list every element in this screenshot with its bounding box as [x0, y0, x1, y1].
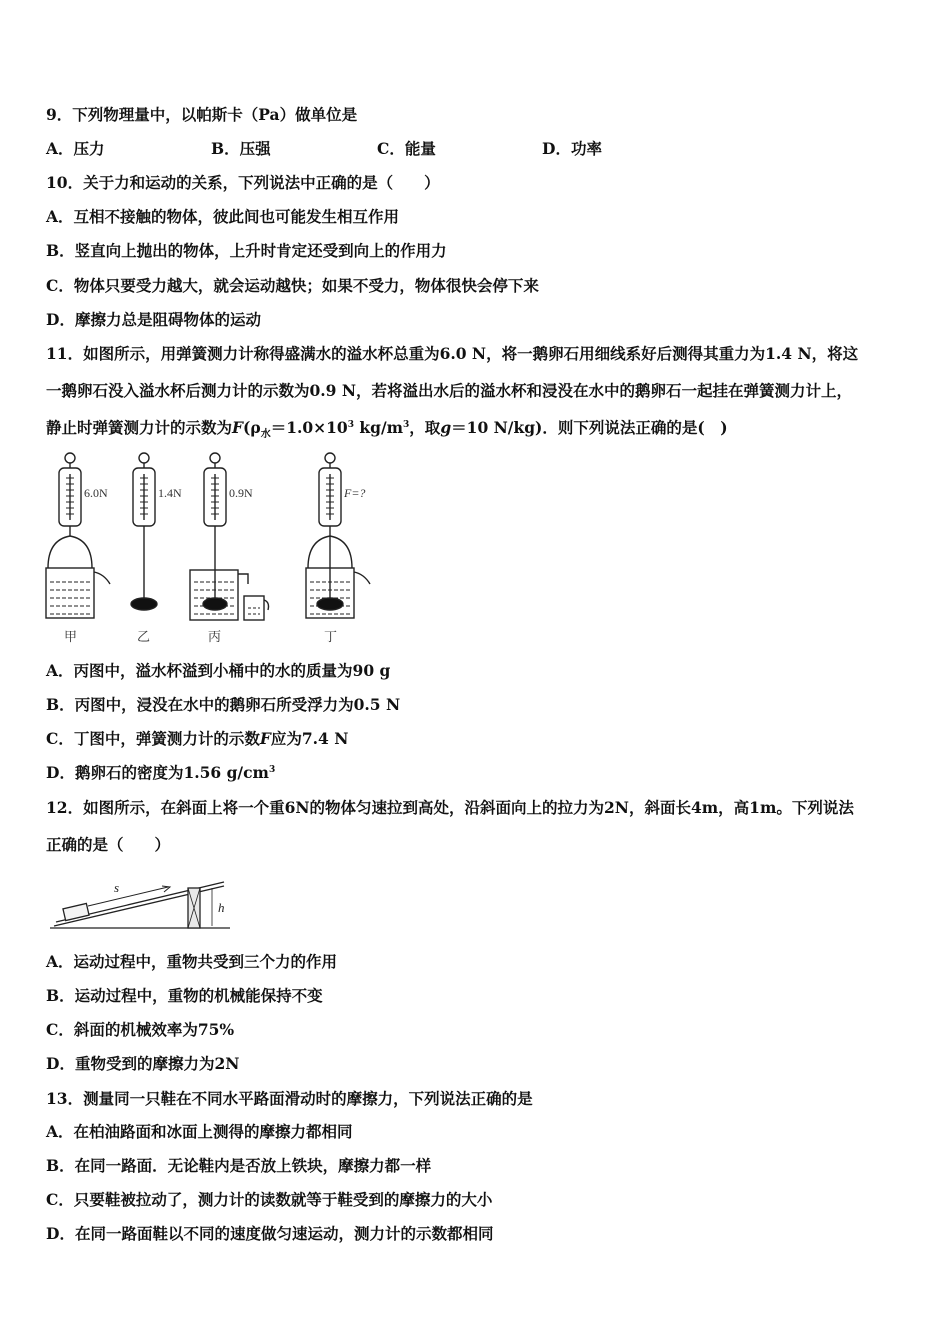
q11-stem-line3 [46, 416, 728, 440]
q10-stem: 10．关于力和运动的关系，下列说法中正确的是（ ） [46, 173, 440, 192]
incline-s-label: s [114, 880, 120, 895]
scale-bing [190, 453, 269, 620]
q11-figure-spring-scales [40, 448, 380, 648]
q11-text-a: 静止时弹簧测力计的示数为 [46, 418, 233, 437]
q10-option-b[interactable]: B．竖直向上抛出的物体，上升时肯定还受到向上的作用力 [46, 241, 447, 260]
q11-g-symbol: g [440, 418, 452, 437]
q11-text-d: kg/m [353, 418, 404, 437]
q11-option-c-text2: 应为7.4 N [270, 729, 349, 748]
q11-option-d-exp: 3 [268, 764, 276, 775]
q11-option-c[interactable] [46, 727, 348, 749]
q9-option-a[interactable]: A．压力 [46, 139, 105, 158]
scale-yi [131, 453, 157, 610]
q11-text-e: ，取 [409, 418, 441, 437]
q11-stem-line1: 11．如图所示，用弹簧测力计称得盛满水的溢水杯总重为6.0 N，将一鹅卵石用细线系好后测得其重力为1.4 N，将这 [46, 344, 859, 363]
q11-exp-2: 3 [403, 419, 410, 430]
scale-jia [46, 453, 110, 618]
q12-option-c[interactable]: C．斜面的机械效率为75% [46, 1020, 235, 1039]
q12-option-d[interactable]: D．重物受到的摩擦力为2N [46, 1054, 240, 1073]
reading-bing: 0.9N [229, 486, 253, 500]
q13-option-d[interactable]: D．在同一路面鞋以不同的速度做匀速运动，测力计的示数都相同 [46, 1224, 494, 1243]
q9-stem: 9．下列物理量中，以帕斯卡（Pa）做单位是 [46, 105, 358, 124]
scale-ding [306, 453, 370, 618]
label-jia: 甲 [64, 630, 78, 645]
q10-option-a[interactable]: A．互相不接触的物体，彼此间也可能发生相互作用 [46, 207, 400, 226]
q12-stem-line1: 12．如图所示，在斜面上将一个重6N的物体匀速拉到高处，沿斜面向上的拉力为2N，斜面长4m，高1m。下列说法 [46, 798, 854, 817]
label-yi: 乙 [137, 630, 151, 645]
q10-option-c[interactable]: C．物体只要受力越大，就会运动越快；如果不受力，物体很快会停下来 [46, 276, 539, 295]
q9-option-d[interactable]: D．功率 [542, 139, 602, 158]
reading-ding: F=? [344, 486, 366, 500]
q11-force-symbol: F [232, 418, 244, 437]
reading-jia: 6.0N [84, 486, 108, 500]
label-bing: 丙 [208, 630, 222, 645]
q13-option-c[interactable]: C．只要鞋被拉动了，测力计的读数就等于鞋受到的摩擦力的大小 [46, 1190, 493, 1209]
q12-option-b[interactable]: B．运动过程中，重物的机械能保持不变 [46, 986, 323, 1005]
q11-exp-1: 3 [347, 419, 354, 430]
q13-option-a[interactable]: A．在柏油路面和冰面上测得的摩擦力都相同 [46, 1122, 353, 1141]
q12-stem-line2: 正确的是（ ） [46, 835, 171, 854]
q11-water-subscript: 水 [260, 429, 271, 441]
label-ding: 丁 [324, 630, 338, 645]
q9-option-b[interactable]: B．压强 [211, 139, 271, 158]
q11-option-d-text: D．鹅卵石的密度为1.56 g/cm [46, 763, 269, 782]
reading-yi: 1.4N [158, 486, 182, 500]
q9-options [0, 137, 950, 157]
q11-stem-line2: 一鹅卵石没入溢水杯后测力计的示数为0.9 N，若将溢出水后的溢水杯和浸没在水中的鹅卵石一起挂在弹簧测力计上， [46, 381, 853, 400]
q11-text-c: ＝1.0×10 [270, 418, 348, 437]
q9-option-c[interactable]: C．能量 [377, 139, 436, 158]
q11-option-a[interactable]: A．丙图中，溢水杯溢到小桶中的水的质量为90 g [46, 661, 391, 680]
q13-option-b[interactable]: B．在同一路面．无论鞋内是否放上铁块，摩擦力都一样 [46, 1156, 432, 1175]
q13-stem: 13．测量同一只鞋在不同水平路面滑动时的摩擦力，下列说法正确的是 [46, 1089, 533, 1108]
incline-h-label: h [218, 900, 225, 915]
q12-option-a[interactable]: A．运动过程中，重物共受到三个力的作用 [46, 952, 338, 971]
q11-option-c-text1: C．丁图中，弹簧测力计的示数 [46, 729, 260, 748]
q11-text-b: (ρ [243, 418, 261, 437]
q10-option-d[interactable]: D．摩擦力总是阻碍物体的运动 [46, 310, 261, 329]
q11-option-b[interactable]: B．丙图中，浸没在水中的鹅卵石所受浮力为0.5 N [46, 695, 401, 714]
q11-text-f: ＝10 N/kg)．则下列说法正确的是( ) [451, 418, 728, 437]
q11-option-d[interactable] [46, 761, 275, 783]
q11-option-c-symbol: F [259, 729, 271, 748]
q12-figure-incline [48, 862, 238, 934]
